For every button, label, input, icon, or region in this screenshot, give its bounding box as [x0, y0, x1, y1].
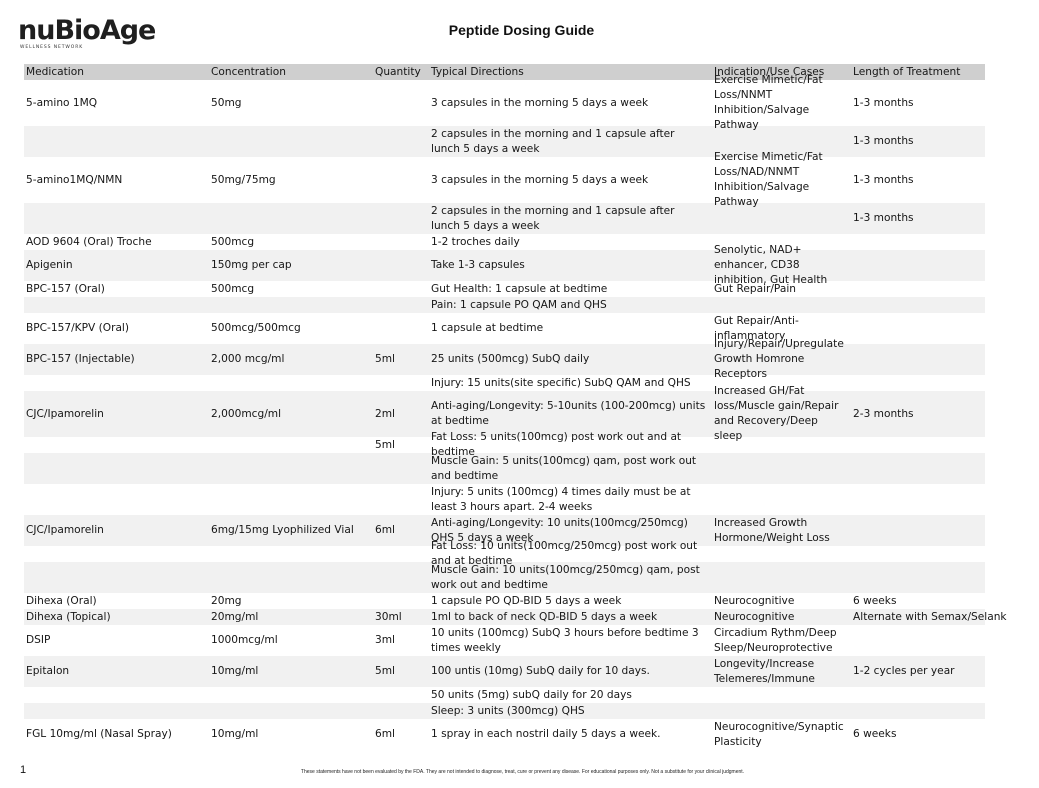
cell-directions: Fat Loss: 10 units(100mcg/250mcg) post work out and at bedtime: [431, 540, 698, 567]
cell-medication: 5-amino1MQ/NMN: [26, 173, 123, 186]
cell-length: 1-3 months: [853, 173, 914, 186]
cell-directions: 1 capsule at bedtime: [431, 322, 544, 334]
cell-indication: Longevity/Increase Telemeres/Immune: [714, 657, 815, 685]
cell-indication: Exercise Mimetic/Fat Loss/NAD/NNMT Inhibition/Salvage Pathway: [714, 151, 823, 208]
cell-length: 1-3 months: [853, 212, 914, 224]
table-row: [24, 74, 985, 131]
table-row: [24, 593, 985, 609]
table-row: [24, 625, 985, 656]
cell-directions: 100 untis (10mg) SubQ daily for 10 days.: [431, 665, 650, 677]
fda-disclaimer: These statements have not been evaluated by the FDA. They are not intended to diagnose, treat, cure or prevent any disease. For educational purposes only. Not a substitute for your clinical judgment.: [300, 769, 745, 775]
cell-directions: 1ml to back of neck QD-BID 5 days a week: [431, 610, 658, 623]
cell-directions: 1 capsule PO QD-BID 5 days a week: [431, 594, 622, 607]
cell-indication: Increased GH/Fat loss/Muscle gain/Repair and Recovery/Deep sleep: [714, 385, 839, 442]
page-title: Peptide Dosing Guide: [448, 22, 595, 38]
cell-concentration: 500mcg: [211, 282, 255, 295]
header-length: Length of Treatment: [853, 65, 961, 78]
header-medication: Medication: [26, 65, 84, 78]
cell-indication: Neurocognitive: [714, 610, 795, 623]
cell-directions: 25 units (500mcg) SubQ daily: [431, 353, 590, 365]
cell-length: 1-3 months: [853, 96, 914, 109]
table-row: [24, 453, 985, 484]
page-number: 1: [20, 764, 27, 776]
cell-concentration: 500mcg/500mcg: [211, 322, 301, 334]
cell-directions: Muscle Gain: 10 units(100mcg/250mcg) qam, post work out and bedtime: [431, 563, 700, 591]
cell-length: 1-2 cycles per year: [853, 665, 955, 677]
cell-concentration: 20mg: [211, 594, 242, 607]
cell-quantity: 5ml: [375, 353, 396, 365]
cell-directions: 3 capsules in the morning 5 days a week: [431, 96, 649, 109]
cell-length: 2-3 months: [853, 407, 914, 420]
cell-concentration: 20mg/ml: [211, 610, 259, 623]
cell-medication: FGL 10mg/ml (Nasal Spray): [26, 728, 172, 740]
cell-concentration: 10mg/ml: [211, 665, 259, 677]
cell-directions: 2 capsules in the morning and 1 capsule after lunch 5 days a week: [431, 204, 675, 232]
dosing-table: [24, 64, 1007, 750]
cell-directions: Pain: 1 capsule PO QAM and QHS: [431, 298, 607, 311]
cell-medication: DSIP: [26, 634, 51, 646]
table-row: [24, 151, 985, 208]
cell-indication: Gut Repair/Pain: [714, 282, 796, 295]
table-row: [24, 703, 985, 719]
cell-concentration: 150mg per cap: [211, 259, 292, 271]
cell-indication: Senolytic, NAD+ enhancer, CD38 inhibition, Gut Health: [714, 244, 828, 286]
cell-indication: Injury/Repair/Upregulate Growth Homrone Receptors: [714, 338, 844, 380]
cell-medication: BPC-157 (Oral): [26, 282, 105, 295]
cell-medication: CJC/Ipamorelin: [26, 524, 104, 536]
cell-indication: Exercise Mimetic/Fat Loss/NNMT Inhibition/Salvage Pathway: [714, 74, 823, 131]
table-row: [24, 540, 985, 567]
table-row: [24, 338, 985, 380]
cell-quantity: 5ml: [375, 665, 396, 677]
cell-concentration: 2,000mcg/ml: [211, 407, 282, 420]
cell-directions: Take 1-3 capsules: [431, 259, 525, 271]
cell-directions: Muscle Gain: 5 units(100mcg) qam, post work out and bedtime: [431, 454, 697, 482]
cell-directions: 3 capsules in the morning 5 days a week: [431, 173, 649, 186]
cell-concentration: 10mg/ml: [211, 728, 259, 740]
header-directions: Typical Directions: [431, 65, 524, 78]
cell-directions: 50 units (5mg) subQ daily for 20 days: [431, 688, 632, 701]
cell-quantity: 30ml: [375, 610, 402, 623]
cell-concentration: 2,000 mcg/ml: [211, 353, 285, 365]
cell-concentration: 50mg/75mg: [211, 173, 276, 186]
header-quantity: Quantity: [375, 65, 421, 78]
cell-medication: CJC/Ipamorelin: [26, 407, 104, 420]
cell-medication: Dihexa (Topical): [26, 610, 111, 623]
cell-concentration: 50mg: [211, 96, 242, 109]
table-body: [24, 74, 1007, 750]
cell-medication: Dihexa (Oral): [26, 594, 97, 607]
cell-directions: Sleep: 3 units (300mcg) QHS: [431, 704, 585, 717]
cell-directions: 1-2 troches daily: [431, 235, 520, 248]
table-row: [24, 281, 985, 297]
cell-directions: Injury: 5 units (100mcg) 4 times daily must be at least 3 hours apart. 2-4 weeks: [431, 485, 691, 513]
cell-medication: BPC-157 (Injectable): [26, 353, 135, 365]
cell-medication: Epitalon: [26, 665, 70, 677]
cell-concentration: 6mg/15mg Lyophilized Vial: [211, 524, 354, 536]
cell-directions: 10 units (100mcg) SubQ 3 hours before bedtime 3 times weekly: [431, 626, 699, 654]
cell-directions: Injury: 15 units(site specific) SubQ QAM and QHS: [431, 376, 691, 389]
cell-length: Alternate with Semax/Selank: [853, 610, 1007, 623]
header-indication: Indication/Use Cases: [714, 65, 825, 78]
table-row: [24, 656, 985, 687]
cell-quantity: 3ml: [375, 634, 396, 646]
cell-directions: Gut Health: 1 capsule at bedtime: [431, 282, 608, 295]
cell-length: 6 weeks: [853, 594, 897, 607]
logo-wordmark: nuBioAge: [18, 15, 156, 46]
table-row: [24, 719, 985, 750]
cell-medication: BPC-157/KPV (Oral): [26, 322, 130, 334]
cell-length: 6 weeks: [853, 728, 897, 740]
cell-indication: Neurocognitive/Synaptic Plasticity: [714, 720, 844, 748]
cell-medication: 5-amino 1MQ: [26, 96, 98, 109]
cell-concentration: 500mcg: [211, 235, 255, 248]
cell-indication: Circadium Rythm/Deep Sleep/Neuroprotective: [714, 626, 837, 654]
cell-indication: Neurocognitive: [714, 594, 795, 607]
cell-directions: 2 capsules in the morning and 1 capsule after lunch 5 days a week: [431, 127, 675, 155]
cell-medication: AOD 9604 (Oral) Troche: [26, 235, 152, 248]
logo-tagline: WELLNESS NETWORK: [20, 45, 84, 50]
cell-concentration: 1000mcg/ml: [211, 634, 278, 646]
cell-directions: Fat Loss: 5 units(100mcg) post work out and at bedtime: [431, 431, 682, 458]
header-concentration: Concentration: [211, 65, 286, 78]
table-row: [24, 609, 1007, 625]
table-row: [24, 562, 985, 593]
table-row: [24, 687, 985, 703]
cell-directions: Anti-aging/Longevity: 5-10units (100-200mcg) units at bedtime: [431, 400, 706, 427]
cell-directions: 1 spray in each nostril daily 5 days a week.: [431, 728, 661, 740]
cell-indication: Increased Growth Hormone/Weight Loss: [714, 516, 830, 544]
cell-quantity: 6ml: [375, 524, 396, 536]
cell-indication: Gut Repair/Anti-inflammatory: [714, 314, 799, 342]
cell-quantity: 2ml: [375, 407, 396, 420]
cell-directions: Anti-aging/Longevity: 10 units(100mcg/250mcg) QHS 5 days a week: [431, 516, 688, 544]
table-row: [24, 297, 985, 313]
cell-quantity: 6ml: [375, 728, 396, 740]
table-row: [24, 244, 985, 286]
cell-length: 1-3 months: [853, 135, 914, 147]
cell-quantity: 5ml: [375, 438, 396, 451]
cell-medication: Apigenin: [26, 259, 73, 271]
table-row: [24, 484, 985, 515]
